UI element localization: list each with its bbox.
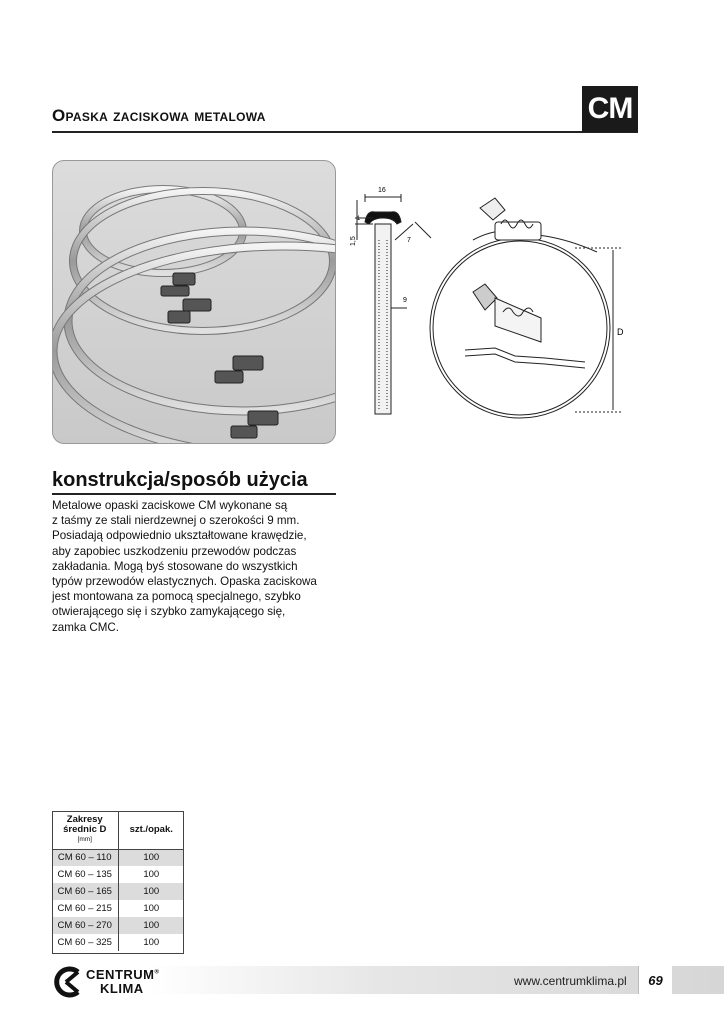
product-code-badge: CM xyxy=(582,86,638,132)
technical-drawing xyxy=(345,180,645,420)
range-cell: CM 60 – 270 xyxy=(52,917,118,934)
table-row xyxy=(52,866,184,883)
col-header-qty: szt./opak. xyxy=(118,811,184,849)
table-row xyxy=(52,917,184,934)
logo-text-line2: KLIMA xyxy=(100,981,144,996)
qty-cell: 100 xyxy=(118,849,184,866)
qty-cell: 100 xyxy=(118,883,184,900)
dim-thickness-label: 1,5 xyxy=(350,236,357,246)
dim-1-label: 1 xyxy=(357,216,361,222)
section-divider xyxy=(52,493,336,495)
description-line: zakładania. Mogą byś stosowane do wszystkich xyxy=(52,559,298,573)
range-cell: CM 60 – 110 xyxy=(52,849,118,866)
title-divider xyxy=(52,131,638,133)
qty-cell: 100 xyxy=(143,903,160,914)
range-cell: CM 60 – 135 xyxy=(52,866,118,883)
page-number: 69 xyxy=(638,966,672,994)
size-table xyxy=(52,811,184,951)
description-line: aby zapobiec uszkodzeniu przewodów podczas xyxy=(52,544,297,558)
qty-cell: 100 xyxy=(118,917,184,934)
table-row xyxy=(52,883,184,900)
dim-9-label: 9 xyxy=(403,297,407,304)
range-cell: CM 60 – 325 xyxy=(52,934,118,951)
page-title: Opaska zaciskowa metalowa xyxy=(52,106,266,125)
description-line: z taśmy ze stali nierdzewnej o szerokości 9 mm. xyxy=(52,514,300,528)
table-row xyxy=(52,934,184,951)
section-heading: konstrukcja/sposób użycia xyxy=(52,469,308,491)
qty-cell: 100 xyxy=(143,937,160,948)
description-line: zamka CMC. xyxy=(52,620,119,634)
description-line: Metalowe opaski zaciskowe CM wykonane są xyxy=(52,499,288,512)
description-line: Posiadają odpowiednio ukształtowane krawędzie, xyxy=(52,529,307,543)
logo-icon xyxy=(52,966,84,998)
col-header-range-line2: średnic D xyxy=(63,823,107,835)
col-header-range xyxy=(52,811,118,849)
range-cell: CM 60 – 165 xyxy=(52,883,118,900)
product-photo xyxy=(52,160,336,444)
col-header-range-line1: Zakresy xyxy=(66,813,103,825)
table-row xyxy=(52,849,184,866)
description-line: otwierającego się i szybko zamykającego się, xyxy=(52,605,286,619)
col-header-unit: [mm] xyxy=(77,835,92,843)
table-row xyxy=(52,900,184,917)
company-logo xyxy=(52,966,172,998)
dim-D-label: D xyxy=(617,327,624,337)
dim-7-label: 7 xyxy=(407,237,411,244)
description-line: typów przewodów elastycznych. Opaska zaciskowa xyxy=(52,575,317,589)
qty-cell: 100 xyxy=(143,869,160,880)
logo-text-line1: CENTRUM® xyxy=(86,967,160,982)
range-cell: CM 60 – 215 xyxy=(52,900,118,917)
dim-width-label: 16 xyxy=(378,187,386,194)
description-text xyxy=(52,498,342,635)
description-line: jest montowana za pomocą specjalnego, szybko xyxy=(52,590,301,604)
website-link[interactable]: www.centrumklima.pl xyxy=(514,974,627,988)
hose-clamps-illustration xyxy=(53,161,336,444)
